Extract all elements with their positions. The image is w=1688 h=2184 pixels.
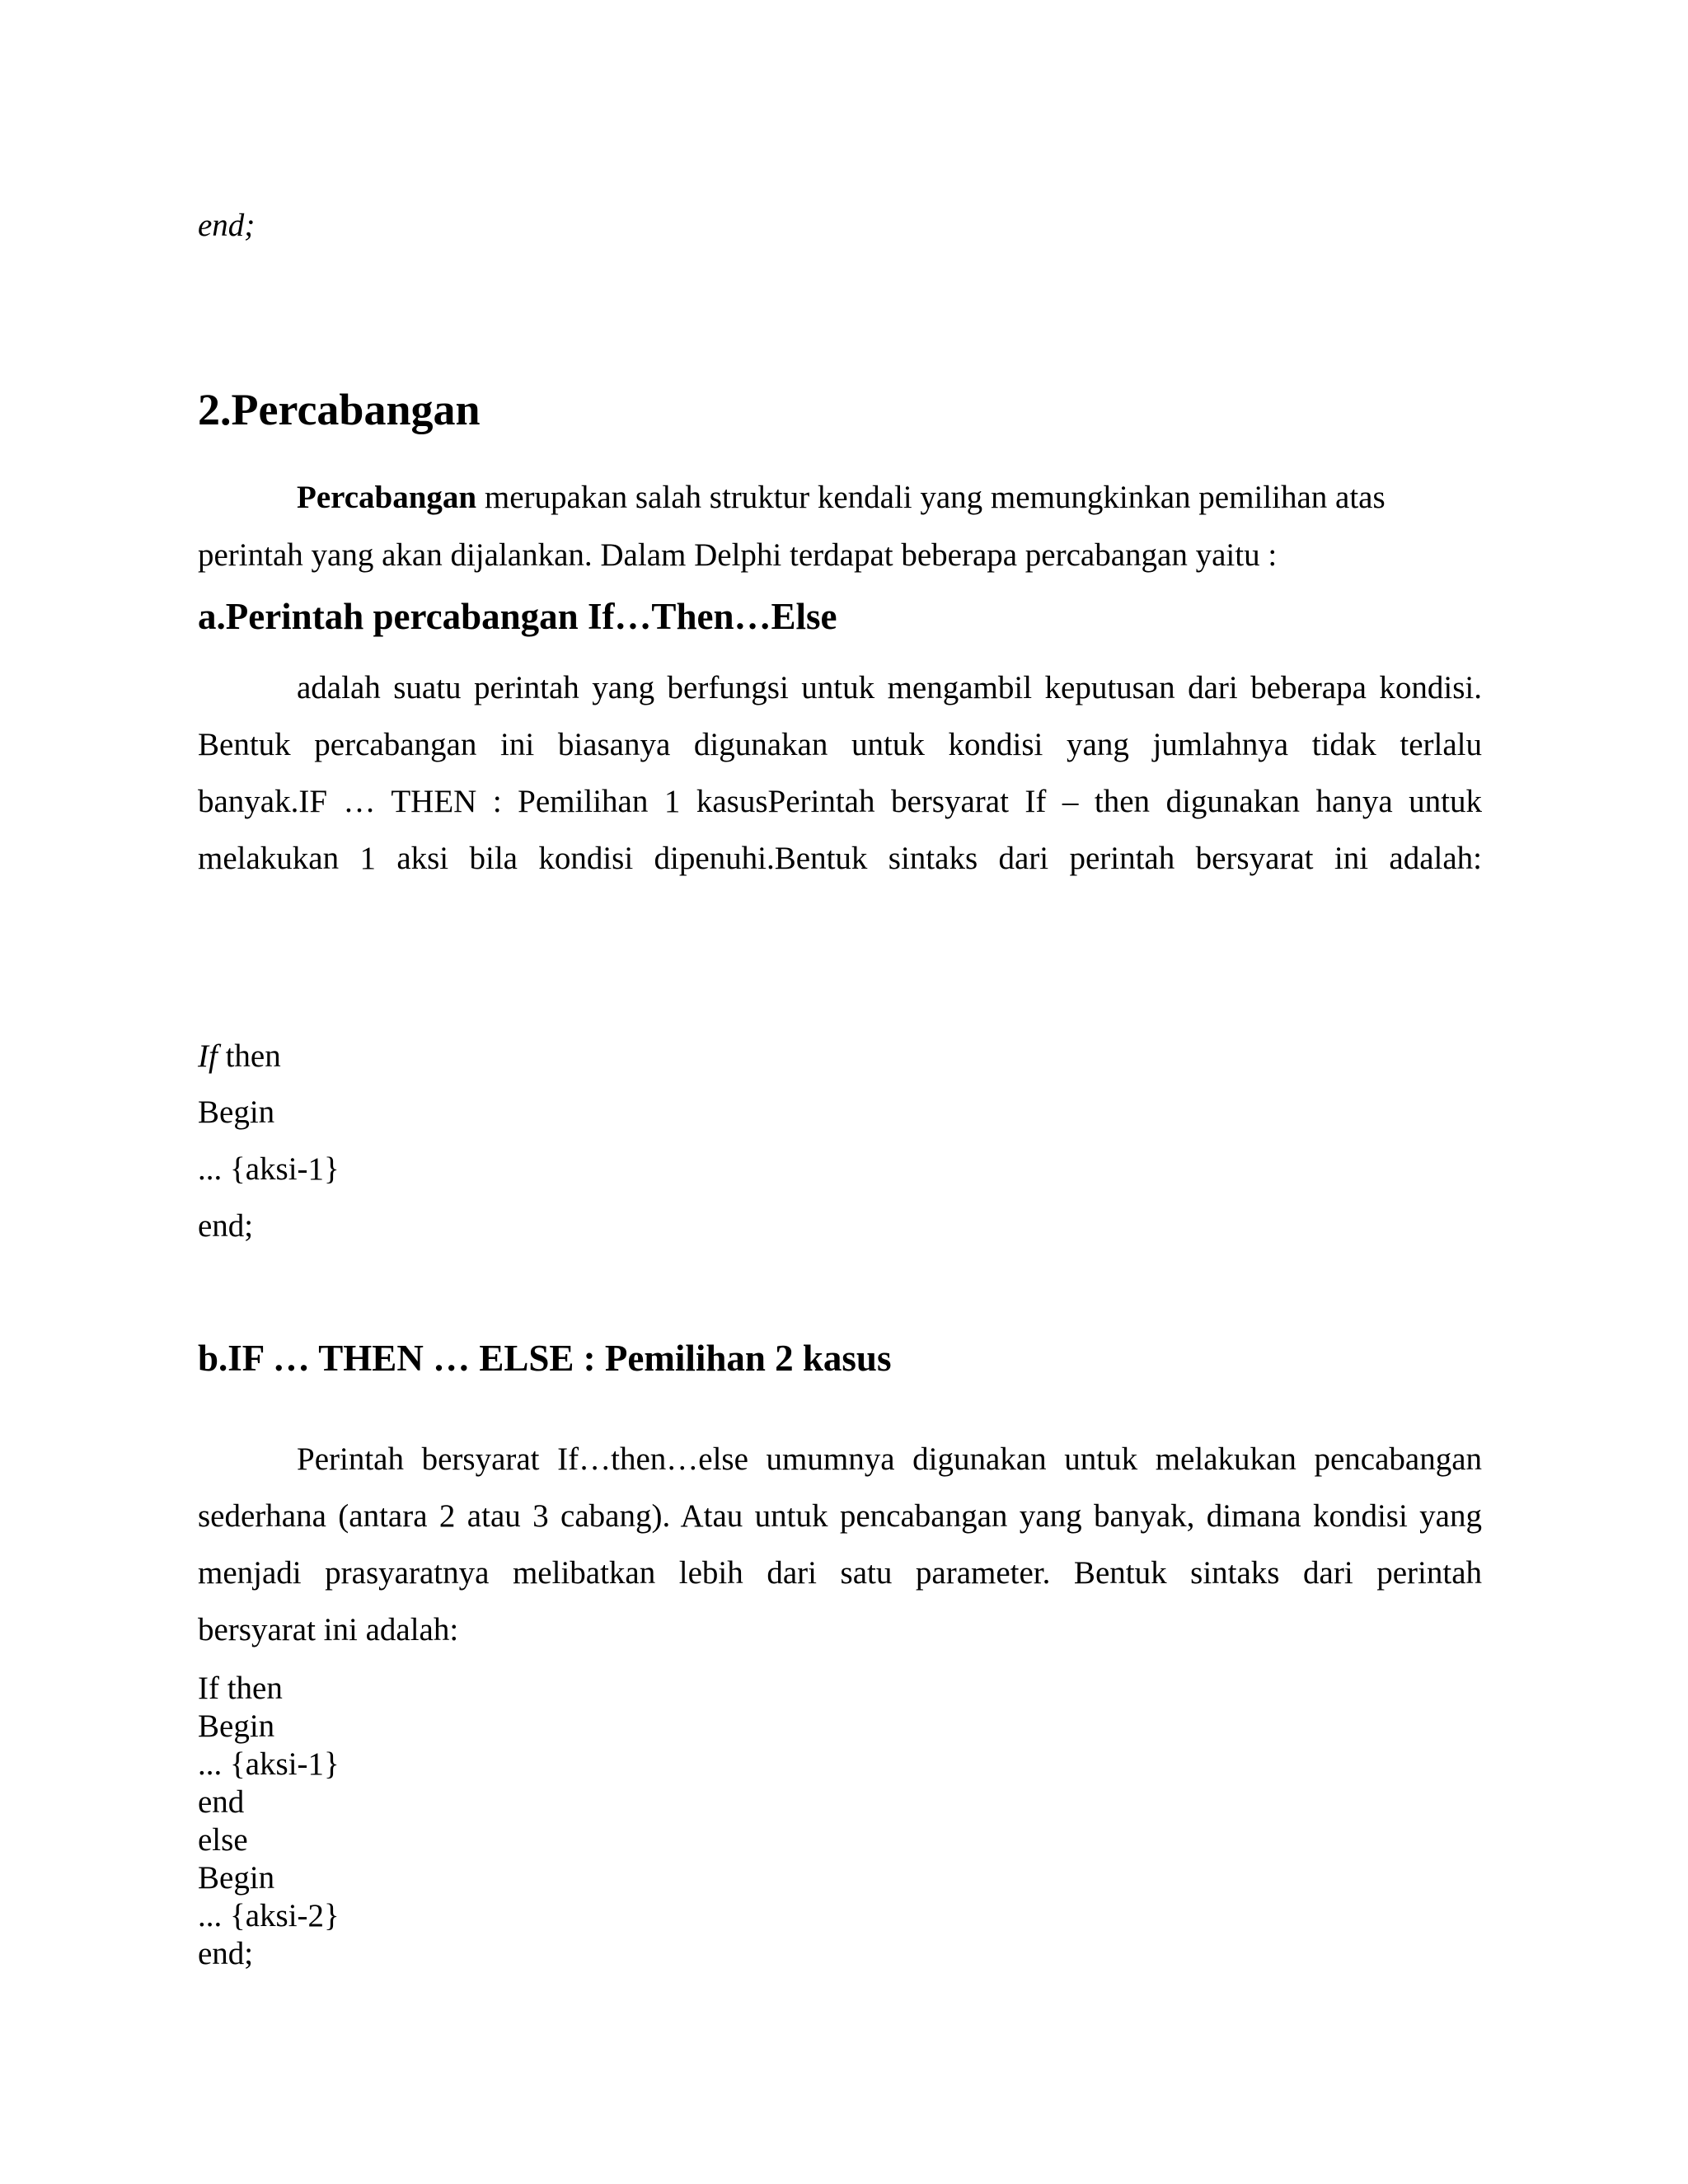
paragraph-line: Bentuk percabangan ini biasanya digunakan untuk kondisi yang jumlahnya tidak terlalu [198, 727, 1482, 762]
intro-bold-term: Percabangan [297, 480, 477, 515]
code-line: else [198, 1822, 248, 1858]
intro-line-2: perintah yang akan dijalankan. Dalam Delphi terdapat beberapa percabangan yaitu : [198, 537, 1278, 573]
code-line: ... {aksi-1} [198, 1151, 340, 1187]
section-title-percabangan: 2.Percabangan [198, 385, 481, 434]
code-line: end [198, 1784, 245, 1820]
intro-line-1-rest: merupakan salah struktur kendali yang memungkinkan pemilihan atas [476, 480, 1386, 515]
code-line: Begin [198, 1860, 275, 1896]
intro-line-1 [297, 481, 1386, 513]
paragraph-line: menjadi prasyaratnya melibatkan lebih dari satu parameter. Bentuk sintaks dari perintah [198, 1555, 1482, 1591]
paragraph-line: bersyarat ini adalah: [198, 1612, 459, 1647]
code-line: end; [198, 1208, 254, 1244]
paragraph-line: adalah suatu perintah yang berfungsi untuk mengambil keputusan dari beberapa kondisi. [297, 670, 1482, 705]
paragraph-line: melakukan 1 aksi bila kondisi dipenuhi.Bentuk sintaks dari perintah bersyarat ini adalah: [198, 841, 1482, 876]
code-line: Begin [198, 1094, 275, 1130]
paragraph-line: Perintah bersyarat If…then…else umumnya digunakan untuk melakukan pencabangan [297, 1441, 1482, 1477]
code-line: ... {aksi-1} [198, 1746, 340, 1782]
section-title-if-then-else-2-kasus: b.IF … THEN … ELSE : Pemilihan 2 kasus [198, 1338, 892, 1379]
section-title-if-then-else: a.Perintah percabangan If…Then…Else [198, 596, 837, 637]
top-code-end: end; [198, 208, 256, 243]
section-a-paragraph [198, 659, 1482, 887]
section-b-paragraph [198, 1431, 1482, 1658]
code-if-keyword: If [198, 1038, 218, 1074]
code-line: end; [198, 1936, 254, 1971]
paragraph-line: sederhana (antara 2 atau 3 cabang). Atau untuk pencabangan yang banyak, dimana kondisi yang [198, 1498, 1482, 1534]
paragraph-line: banyak.IF … THEN : Pemilihan 1 kasusPerintah bersyarat If – then digunakan hanya untuk [198, 784, 1482, 819]
code-line: If then [198, 1671, 283, 1706]
code-if-then-line [198, 1040, 281, 1072]
code-block-if-else [198, 1670, 340, 1973]
code-line: ... {aksi-2} [198, 1898, 340, 1933]
code-line: Begin [198, 1708, 275, 1744]
code-then-keyword: then [217, 1038, 281, 1074]
